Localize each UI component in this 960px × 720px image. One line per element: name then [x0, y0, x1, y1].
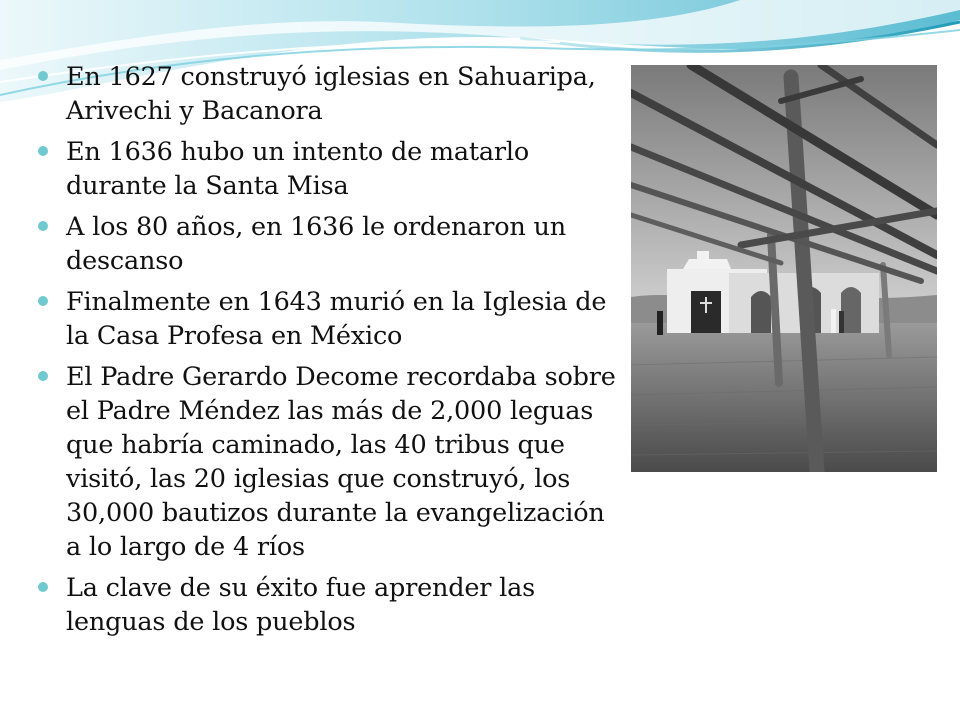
bullet-text: El Padre Gerardo Decome recordaba sobre el Padre Méndez las más de 2,000 leguas que habría caminado, las 40 tribus que visitó, las 20 iglesias que construyó, los 30,000 bautizos durante la evangelización a lo largo de 4 ríos [66, 362, 616, 562]
bullet-text: Finalmente en 1643 murió en la Iglesia de la Casa Profesa en México [66, 287, 607, 351]
bullet-marker-icon [38, 296, 48, 306]
bullet-item [36, 60, 626, 128]
church-photo [631, 65, 937, 472]
bullet-marker-icon [38, 371, 48, 381]
bullet-item [36, 285, 626, 353]
bullet-list [36, 60, 626, 646]
bullet-text: En 1627 construyó iglesias en Sahuaripa, Arivechi y Bacanora [66, 62, 596, 126]
bullet-marker-icon [38, 146, 48, 156]
church-photo-icon [631, 65, 937, 472]
bullet-text: La clave de su éxito fue aprender las lenguas de los pueblos [66, 573, 535, 637]
bullet-text: A los 80 años, en 1636 le ordenaron un descanso [66, 212, 566, 276]
bullet-marker-icon [38, 71, 48, 81]
bullet-marker-icon [38, 582, 48, 592]
bullet-item [36, 210, 626, 278]
bullet-item [36, 360, 626, 564]
bullet-item [36, 135, 626, 203]
bullet-marker-icon [38, 221, 48, 231]
bullet-item [36, 571, 626, 639]
bullet-text: En 1636 hubo un intento de matarlo durante la Santa Misa [66, 137, 530, 201]
